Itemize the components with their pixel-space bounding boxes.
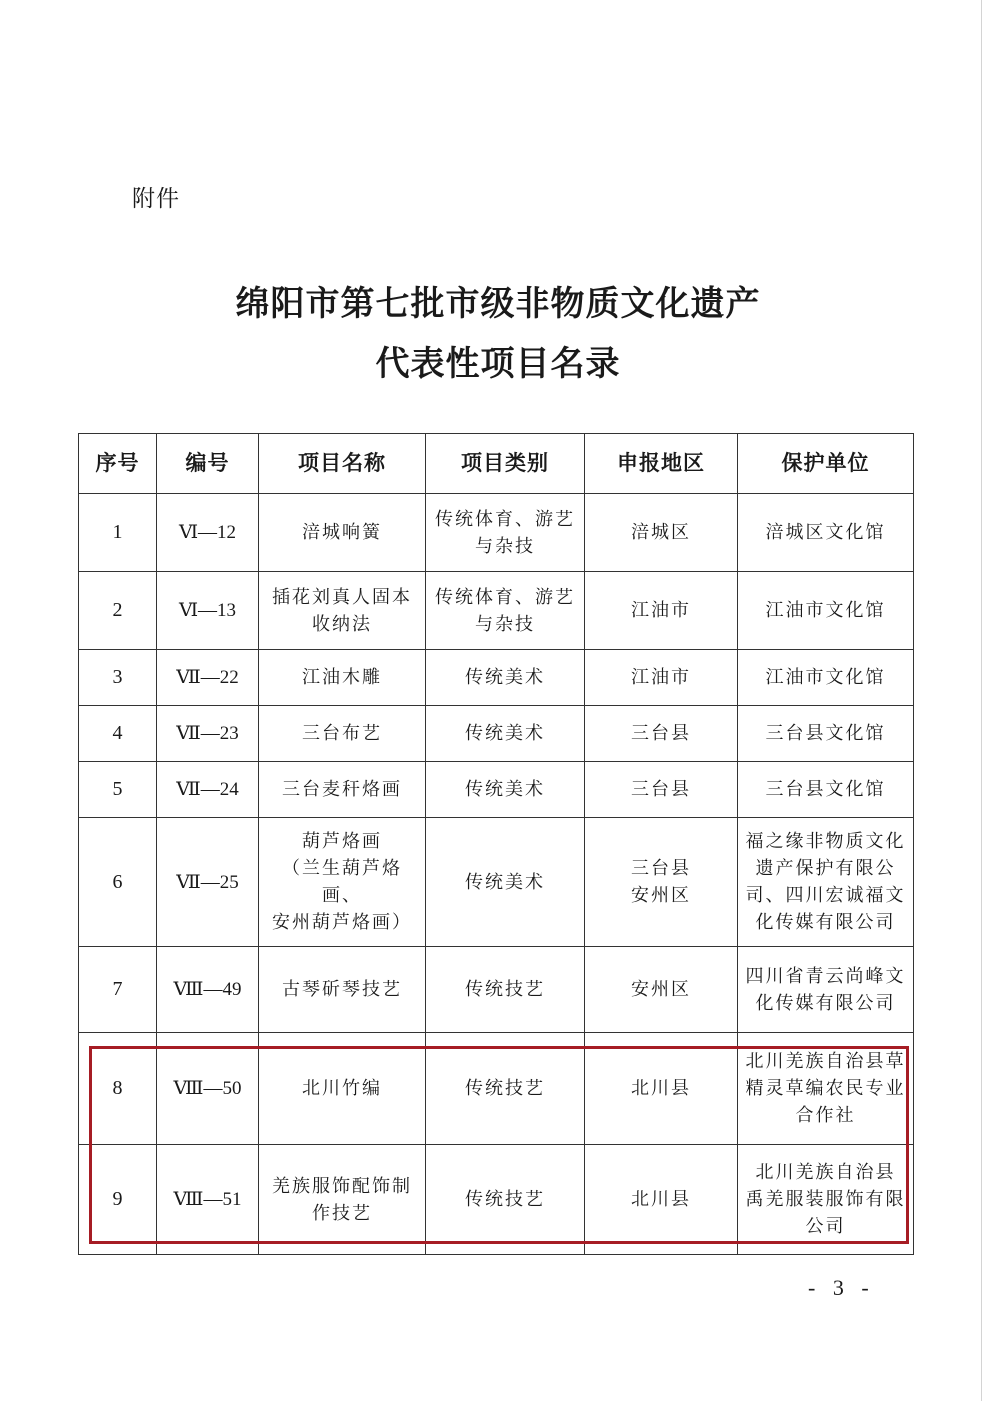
category-cell-line: 传统美术 <box>465 871 545 893</box>
region-cell <box>585 494 738 572</box>
region-cell <box>585 1033 738 1145</box>
document-title-line-1: 绵阳市第七批市级非物质文化遗产 <box>235 284 761 324</box>
project-name-cell-line: 涪城响簧 <box>302 522 382 543</box>
region-cell-line: 三台县 <box>631 858 691 879</box>
document-title-line-2: 代表性项目名录 <box>375 344 621 384</box>
category-cell-line: 传统技艺 <box>465 979 545 1000</box>
protection-unit-cell <box>738 1145 914 1255</box>
region-cell <box>585 650 738 706</box>
project-name-cell <box>259 762 426 818</box>
seq-cell: 4 <box>79 706 157 762</box>
region-cell-line: 北川县 <box>631 1189 691 1210</box>
project-name-cell-line: 葫芦烙画 <box>302 831 382 852</box>
category-cell <box>426 494 585 572</box>
region-cell-line: 三台县 <box>631 779 691 800</box>
region-cell <box>585 947 738 1033</box>
project-name-cell <box>259 706 426 762</box>
region-cell <box>585 706 738 762</box>
project-name-cell-line: 北川竹编 <box>302 1078 382 1099</box>
table-row <box>79 1145 914 1255</box>
project-name-cell-line: 作技艺 <box>312 1202 372 1224</box>
category-cell-line: 传统体育、游艺 <box>435 586 575 608</box>
category-cell-line: 传统美术 <box>465 667 545 688</box>
region-cell <box>585 818 738 947</box>
code-cell: Ⅷ—49 <box>157 947 259 1033</box>
protection-unit-cell-line: 合作社 <box>795 1105 856 1126</box>
table-row <box>79 1033 914 1145</box>
project-name-cell-line: 三台布艺 <box>302 723 382 744</box>
category-cell-line: 传统美术 <box>465 723 545 744</box>
table-row <box>79 762 914 818</box>
region-cell <box>585 572 738 650</box>
category-cell-line: 传统体育、游艺 <box>435 508 575 530</box>
protection-unit-cell-line: 涪城区文化馆 <box>765 522 886 543</box>
project-name-cell <box>259 1145 426 1255</box>
protection-unit-cell-line: 北川羌族自治县 <box>755 1162 896 1183</box>
code-cell: Ⅶ—23 <box>157 706 259 762</box>
seq-cell: 3 <box>79 650 157 706</box>
project-name-cell-line: 插花刘真人固本 <box>272 586 412 608</box>
category-cell <box>426 1033 585 1145</box>
seq-cell: 8 <box>79 1033 157 1145</box>
category-cell-line: 与杂技 <box>475 535 535 557</box>
category-cell <box>426 947 585 1033</box>
column-header-category: 项目类别 <box>426 434 585 494</box>
project-name-cell <box>259 572 426 650</box>
attachment-label: 附件 <box>132 186 180 212</box>
protection-unit-cell <box>738 494 914 572</box>
seq-cell: 9 <box>79 1145 157 1255</box>
region-cell-line: 江油市 <box>631 667 691 688</box>
category-cell-line: 传统技艺 <box>465 1189 545 1210</box>
category-cell <box>426 650 585 706</box>
protection-unit-cell-line: 三台县文化馆 <box>765 779 886 800</box>
column-header-region: 申报地区 <box>585 434 738 494</box>
protection-unit-cell <box>738 650 914 706</box>
seq-cell: 5 <box>79 762 157 818</box>
project-name-cell-line: 羌族服饰配饰制 <box>272 1175 412 1197</box>
heritage-project-table <box>78 433 914 1255</box>
column-header-seq: 序号 <box>79 434 157 494</box>
region-cell <box>585 762 738 818</box>
table-row <box>79 818 914 947</box>
protection-unit-cell-line: 司、四川宏诚福文 <box>745 885 906 906</box>
protection-unit-cell-line: 江油市文化馆 <box>765 600 886 621</box>
page-number: - 3 - <box>808 1275 875 1300</box>
project-name-cell <box>259 1033 426 1145</box>
project-name-cell-line: 古琴斫琴技艺 <box>282 979 402 1000</box>
category-cell <box>426 706 585 762</box>
code-cell: Ⅷ—51 <box>157 1145 259 1255</box>
region-cell-line: 三台县 <box>631 723 691 744</box>
region-cell-line: 江油市 <box>631 600 691 621</box>
column-header-code: 编号 <box>157 434 259 494</box>
table-row <box>79 572 914 650</box>
project-name-cell <box>259 650 426 706</box>
seq-cell: 1 <box>79 494 157 572</box>
region-cell-line: 安州区 <box>631 979 691 1000</box>
table-header-row <box>79 434 914 494</box>
protection-unit-cell <box>738 1033 914 1145</box>
protection-unit-cell-line: 禹羌服装服饰有限 <box>745 1189 906 1210</box>
seq-cell: 2 <box>79 572 157 650</box>
page-edge-line <box>981 0 982 1401</box>
region-cell-line: 涪城区 <box>631 522 691 543</box>
category-cell-line: 传统技艺 <box>465 1078 545 1099</box>
region-cell <box>585 1145 738 1255</box>
project-name-cell-line: 江油木雕 <box>302 667 382 688</box>
table-row <box>79 494 914 572</box>
region-cell-line: 安州区 <box>631 885 691 906</box>
protection-unit-cell-line: 公司 <box>805 1216 846 1237</box>
project-name-cell-line: 三台麦秆烙画 <box>282 779 402 800</box>
category-cell <box>426 762 585 818</box>
category-cell-line: 传统美术 <box>465 779 545 800</box>
seq-cell: 6 <box>79 818 157 947</box>
code-cell: Ⅵ—13 <box>157 572 259 650</box>
project-name-cell <box>259 494 426 572</box>
project-name-cell-line: 收纳法 <box>312 613 372 635</box>
category-cell <box>426 818 585 947</box>
table-row <box>79 706 914 762</box>
code-cell: Ⅵ—12 <box>157 494 259 572</box>
project-name-cell-line: 安州葫芦烙画） <box>272 912 412 933</box>
protection-unit-cell-line: 精灵草编农民专业 <box>745 1078 906 1099</box>
protection-unit-cell-line: 遗产保护有限公 <box>755 858 896 879</box>
protection-unit-cell-line: 江油市文化馆 <box>765 667 886 688</box>
table-row <box>79 650 914 706</box>
protection-unit-cell-line: 北川羌族自治县草 <box>745 1051 906 1072</box>
protection-unit-cell-line: 化传媒有限公司 <box>755 992 896 1014</box>
project-name-cell <box>259 947 426 1033</box>
seq-cell: 7 <box>79 947 157 1033</box>
protection-unit-cell-line: 三台县文化馆 <box>765 723 886 744</box>
protection-unit-cell <box>738 762 914 818</box>
category-cell <box>426 572 585 650</box>
region-cell-line: 北川县 <box>631 1078 691 1099</box>
category-cell-line: 与杂技 <box>475 613 535 635</box>
protection-unit-cell-line: 福之缘非物质文化 <box>745 831 906 852</box>
code-cell: Ⅶ—24 <box>157 762 259 818</box>
protection-unit-cell-line: 四川省青云尚峰文 <box>745 965 906 987</box>
table-body <box>79 494 914 1255</box>
category-cell <box>426 1145 585 1255</box>
protection-unit-cell <box>738 947 914 1033</box>
project-name-cell <box>259 818 426 947</box>
table-row <box>79 947 914 1033</box>
code-cell: Ⅶ—22 <box>157 650 259 706</box>
protection-unit-cell <box>738 818 914 947</box>
protection-unit-cell <box>738 706 914 762</box>
column-header-unit: 保护单位 <box>738 434 914 494</box>
project-name-cell-line: （兰生葫芦烙画、 <box>282 858 402 906</box>
protection-unit-cell <box>738 572 914 650</box>
column-header-name: 项目名称 <box>259 434 426 494</box>
code-cell: Ⅶ—25 <box>157 818 259 947</box>
protection-unit-cell-line: 化传媒有限公司 <box>755 912 896 933</box>
code-cell: Ⅷ—50 <box>157 1033 259 1145</box>
